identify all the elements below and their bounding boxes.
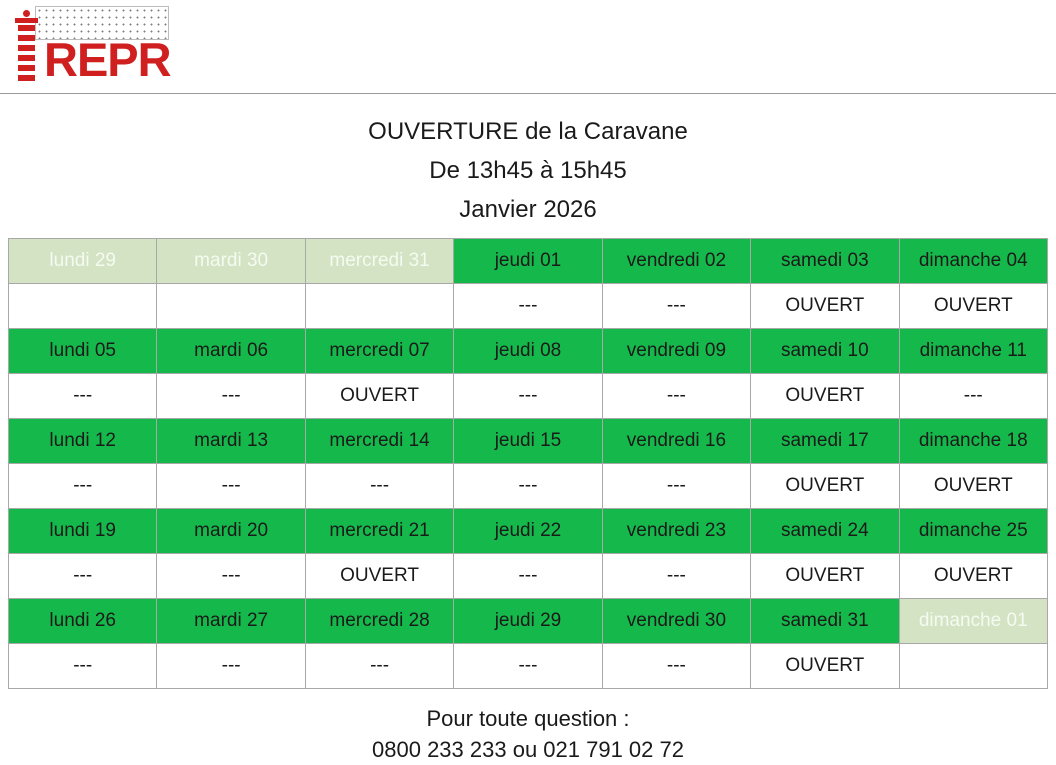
- day-header: dimanche 01: [899, 599, 1047, 644]
- status-cell: ---: [9, 374, 157, 419]
- day-header: mardi 13: [157, 419, 305, 464]
- status-cell: [9, 284, 157, 329]
- lighthouse-icon: [12, 10, 42, 82]
- table-row: [9, 284, 1048, 329]
- table-row: [9, 464, 1048, 509]
- title-block: [0, 112, 1056, 229]
- day-header: lundi 29: [9, 239, 157, 284]
- status-cell: OUVERT: [751, 554, 899, 599]
- table-row: [9, 599, 1048, 644]
- lighthouse-cap-icon: [15, 18, 38, 23]
- footer-phone-numbers: 0800 233 233 ou 021 791 02 72: [372, 737, 684, 762]
- table-row: [9, 419, 1048, 464]
- day-header: jeudi 15: [454, 419, 602, 464]
- day-header: mercredi 28: [305, 599, 453, 644]
- status-cell: ---: [602, 554, 750, 599]
- logo-text: REPR: [44, 33, 171, 86]
- table-row: [9, 239, 1048, 284]
- status-cell: ---: [9, 554, 157, 599]
- day-header: dimanche 04: [899, 239, 1047, 284]
- day-header: mercredi 14: [305, 419, 453, 464]
- day-header: mercredi 07: [305, 329, 453, 374]
- day-header: samedi 17: [751, 419, 899, 464]
- day-header: vendredi 30: [602, 599, 750, 644]
- day-header: samedi 24: [751, 509, 899, 554]
- status-cell: ---: [454, 554, 602, 599]
- footer: [0, 703, 1056, 765]
- status-cell: ---: [9, 464, 157, 509]
- day-header: lundi 26: [9, 599, 157, 644]
- status-cell: ---: [454, 464, 602, 509]
- status-cell: [899, 644, 1047, 689]
- day-header: samedi 10: [751, 329, 899, 374]
- status-cell: OUVERT: [305, 374, 453, 419]
- status-cell: OUVERT: [899, 284, 1047, 329]
- day-header: lundi 12: [9, 419, 157, 464]
- status-cell: ---: [454, 374, 602, 419]
- calendar-table: [8, 238, 1048, 689]
- day-header: jeudi 01: [454, 239, 602, 284]
- day-header: dimanche 11: [899, 329, 1047, 374]
- status-cell: OUVERT: [751, 374, 899, 419]
- status-cell: ---: [305, 464, 453, 509]
- day-header: mercredi 21: [305, 509, 453, 554]
- status-cell: ---: [899, 374, 1047, 419]
- day-header: mercredi 31: [305, 239, 453, 284]
- day-header: jeudi 08: [454, 329, 602, 374]
- table-row: [9, 644, 1048, 689]
- page-header: [0, 0, 1056, 94]
- status-cell: OUVERT: [751, 464, 899, 509]
- day-header: samedi 03: [751, 239, 899, 284]
- status-cell: [157, 284, 305, 329]
- status-cell: ---: [454, 284, 602, 329]
- calendar: [8, 238, 1048, 689]
- status-cell: OUVERT: [899, 554, 1047, 599]
- status-cell: ---: [9, 644, 157, 689]
- lighthouse-body-icon: [18, 25, 35, 82]
- day-header: dimanche 25: [899, 509, 1047, 554]
- day-header: jeudi 22: [454, 509, 602, 554]
- status-cell: OUVERT: [751, 644, 899, 689]
- page-title: OUVERTURE de la Caravane: [368, 118, 688, 145]
- day-header: lundi 19: [9, 509, 157, 554]
- status-cell: OUVERT: [305, 554, 453, 599]
- logo: [8, 6, 171, 86]
- status-cell: ---: [602, 284, 750, 329]
- status-cell: ---: [157, 464, 305, 509]
- calendar-body: [9, 239, 1048, 689]
- status-cell: ---: [454, 644, 602, 689]
- page-subtitle-hours: De 13h45 à 15h45: [429, 157, 627, 184]
- status-cell: [305, 284, 453, 329]
- day-header: lundi 05: [9, 329, 157, 374]
- lighthouse-lamp-icon: [23, 10, 30, 17]
- day-header: samedi 31: [751, 599, 899, 644]
- status-cell: ---: [157, 554, 305, 599]
- day-header: dimanche 18: [899, 419, 1047, 464]
- table-row: [9, 509, 1048, 554]
- table-row: [9, 554, 1048, 599]
- day-header: mardi 06: [157, 329, 305, 374]
- table-row: [9, 374, 1048, 419]
- status-cell: ---: [602, 374, 750, 419]
- day-header: mardi 27: [157, 599, 305, 644]
- status-cell: OUVERT: [899, 464, 1047, 509]
- status-cell: ---: [602, 644, 750, 689]
- day-header: vendredi 16: [602, 419, 750, 464]
- day-header: vendredi 23: [602, 509, 750, 554]
- table-row: [9, 329, 1048, 374]
- day-header: jeudi 29: [454, 599, 602, 644]
- footer-question-label: Pour toute question :: [426, 706, 630, 731]
- status-cell: ---: [157, 644, 305, 689]
- status-cell: ---: [305, 644, 453, 689]
- status-cell: ---: [157, 374, 305, 419]
- status-cell: OUVERT: [751, 284, 899, 329]
- day-header: mardi 20: [157, 509, 305, 554]
- status-cell: ---: [602, 464, 750, 509]
- page-subtitle-month: Janvier 2026: [459, 196, 597, 223]
- day-header: vendredi 09: [602, 329, 750, 374]
- day-header: vendredi 02: [602, 239, 750, 284]
- day-header: mardi 30: [157, 239, 305, 284]
